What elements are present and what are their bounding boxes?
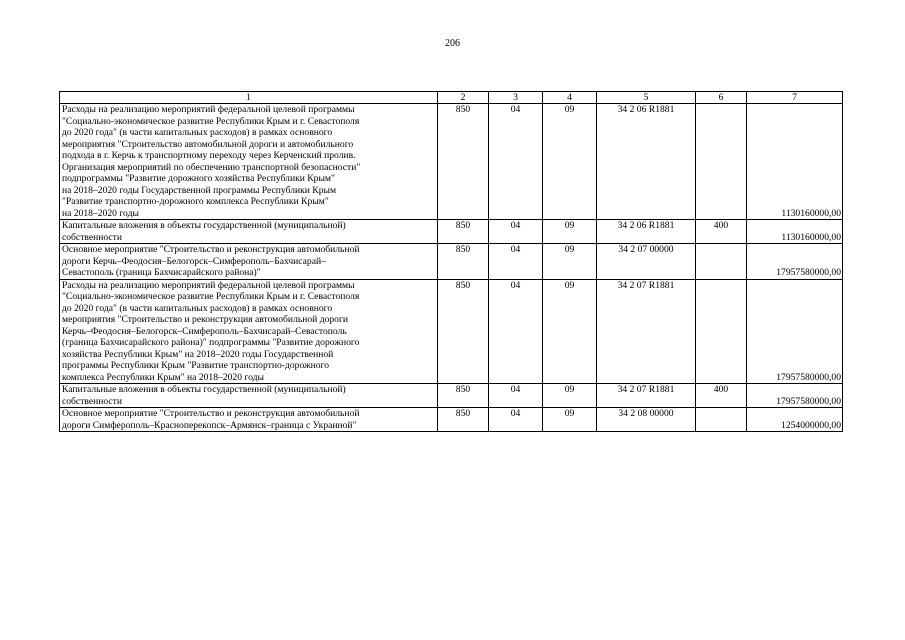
table-row bbox=[60, 384, 843, 408]
table-row bbox=[60, 104, 843, 220]
row-description: Основное мероприятие "Строительство и реконструкция автомобильной дороги Керчь–Феодосия–Белогорск–Симферополь–Бахчисарай– Севастополь (граница Бахчисарайского района)" bbox=[60, 244, 438, 280]
row-col-5: 34 2 08 00000 bbox=[597, 408, 696, 432]
row-col-4: 09 bbox=[543, 220, 597, 244]
row-col-5: 34 2 07 00000 bbox=[597, 244, 696, 280]
row-description: Расходы на реализацию мероприятий федеральной целевой программы "Социально-экономическое развитие Республики Крым и г. Севастополя до 2020 года" (в части капитальных расходов) в рамках основного мероприятия "Строительство и реконструкция автомобильной дороги Керчь–Феодосия–Белогорск–Симферополь–Бахчисарай–Севастополь (граница Бахчисарайского района)" подпрограммы "Развитие дорожного хозяйства Республики Крым" на 2018–2020 годы Государственной программы Республики Крым "Развитие транспортно-дорожного комплекса Республики Крым" на 2018–2020 годы bbox=[60, 279, 438, 384]
row-col-2: 850 bbox=[438, 244, 489, 280]
row-col-6: 400 bbox=[696, 220, 747, 244]
header-cell-5: 5 bbox=[597, 92, 696, 104]
row-col-6 bbox=[696, 104, 747, 220]
row-col-6 bbox=[696, 408, 747, 432]
row-col-5: 34 2 06 R1881 bbox=[597, 220, 696, 244]
row-description: Расходы на реализацию мероприятий федеральной целевой программы "Социально-экономическое развитие Республики Крым и г. Севастополя до 2020 года" (в части капитальных расходов) в рамках основного мероприятия "Строительство автомобильной дороги и автомобильного подхода в г. Керчь к транспортному переходу через Керченский пролив. Организация мероприятий по обеспечению транспортной безопасности" подпрограммы "Развитие дорожного хозяйства Республики Крым" на 2018–2020 годы Государственной программы Республики Крым "Развитие транспортно-дорожного комплекса Республики Крым" на 2018–2020 годы bbox=[60, 104, 438, 220]
table-row bbox=[60, 220, 843, 244]
row-amount: 1130160000,00 bbox=[747, 104, 843, 220]
row-description: Основное мероприятие "Строительство и реконструкция автомобильной дороги Симферополь–Красноперекопск–Армянск–граница с Украиной" bbox=[60, 408, 438, 432]
row-description: Капитальные вложения в объекты государственной (муниципальной) собственности bbox=[60, 384, 438, 408]
row-col-4: 09 bbox=[543, 408, 597, 432]
row-col-3: 04 bbox=[489, 279, 543, 384]
row-col-2: 850 bbox=[438, 220, 489, 244]
row-col-4: 09 bbox=[543, 244, 597, 280]
row-col-6: 400 bbox=[696, 384, 747, 408]
row-col-2: 850 bbox=[438, 279, 489, 384]
row-description: Капитальные вложения в объекты государственной (муниципальной) собственности bbox=[60, 220, 438, 244]
row-col-2: 850 bbox=[438, 384, 489, 408]
row-col-4: 09 bbox=[543, 384, 597, 408]
row-col-4: 09 bbox=[543, 279, 597, 384]
header-cell-1: 1 bbox=[60, 92, 438, 104]
row-amount: 17957580000,00 bbox=[747, 279, 843, 384]
row-col-3: 04 bbox=[489, 244, 543, 280]
row-col-3: 04 bbox=[489, 220, 543, 244]
budget-table bbox=[59, 91, 843, 432]
row-col-3: 04 bbox=[489, 104, 543, 220]
row-col-3: 04 bbox=[489, 384, 543, 408]
row-col-6 bbox=[696, 279, 747, 384]
header-cell-7: 7 bbox=[747, 92, 843, 104]
header-cell-3: 3 bbox=[489, 92, 543, 104]
header-row bbox=[60, 92, 843, 104]
table-row bbox=[60, 279, 843, 384]
header-cell-4: 4 bbox=[543, 92, 597, 104]
table-body bbox=[60, 92, 843, 432]
row-amount: 1254000000,00 bbox=[747, 408, 843, 432]
row-amount: 1130160000,00 bbox=[747, 220, 843, 244]
table-row bbox=[60, 244, 843, 280]
row-col-6 bbox=[696, 244, 747, 280]
page-number: 206 bbox=[445, 38, 460, 49]
row-col-2: 850 bbox=[438, 408, 489, 432]
row-col-5: 34 2 07 R1881 bbox=[597, 384, 696, 408]
row-amount: 17957580000,00 bbox=[747, 384, 843, 408]
table-row bbox=[60, 408, 843, 432]
header-cell-6: 6 bbox=[696, 92, 747, 104]
header-cell-2: 2 bbox=[438, 92, 489, 104]
row-col-5: 34 2 07 R1881 bbox=[597, 279, 696, 384]
row-amount: 17957580000,00 bbox=[747, 244, 843, 280]
row-col-5: 34 2 06 R1881 bbox=[597, 104, 696, 220]
row-col-2: 850 bbox=[438, 104, 489, 220]
row-col-4: 09 bbox=[543, 104, 597, 220]
row-col-3: 04 bbox=[489, 408, 543, 432]
